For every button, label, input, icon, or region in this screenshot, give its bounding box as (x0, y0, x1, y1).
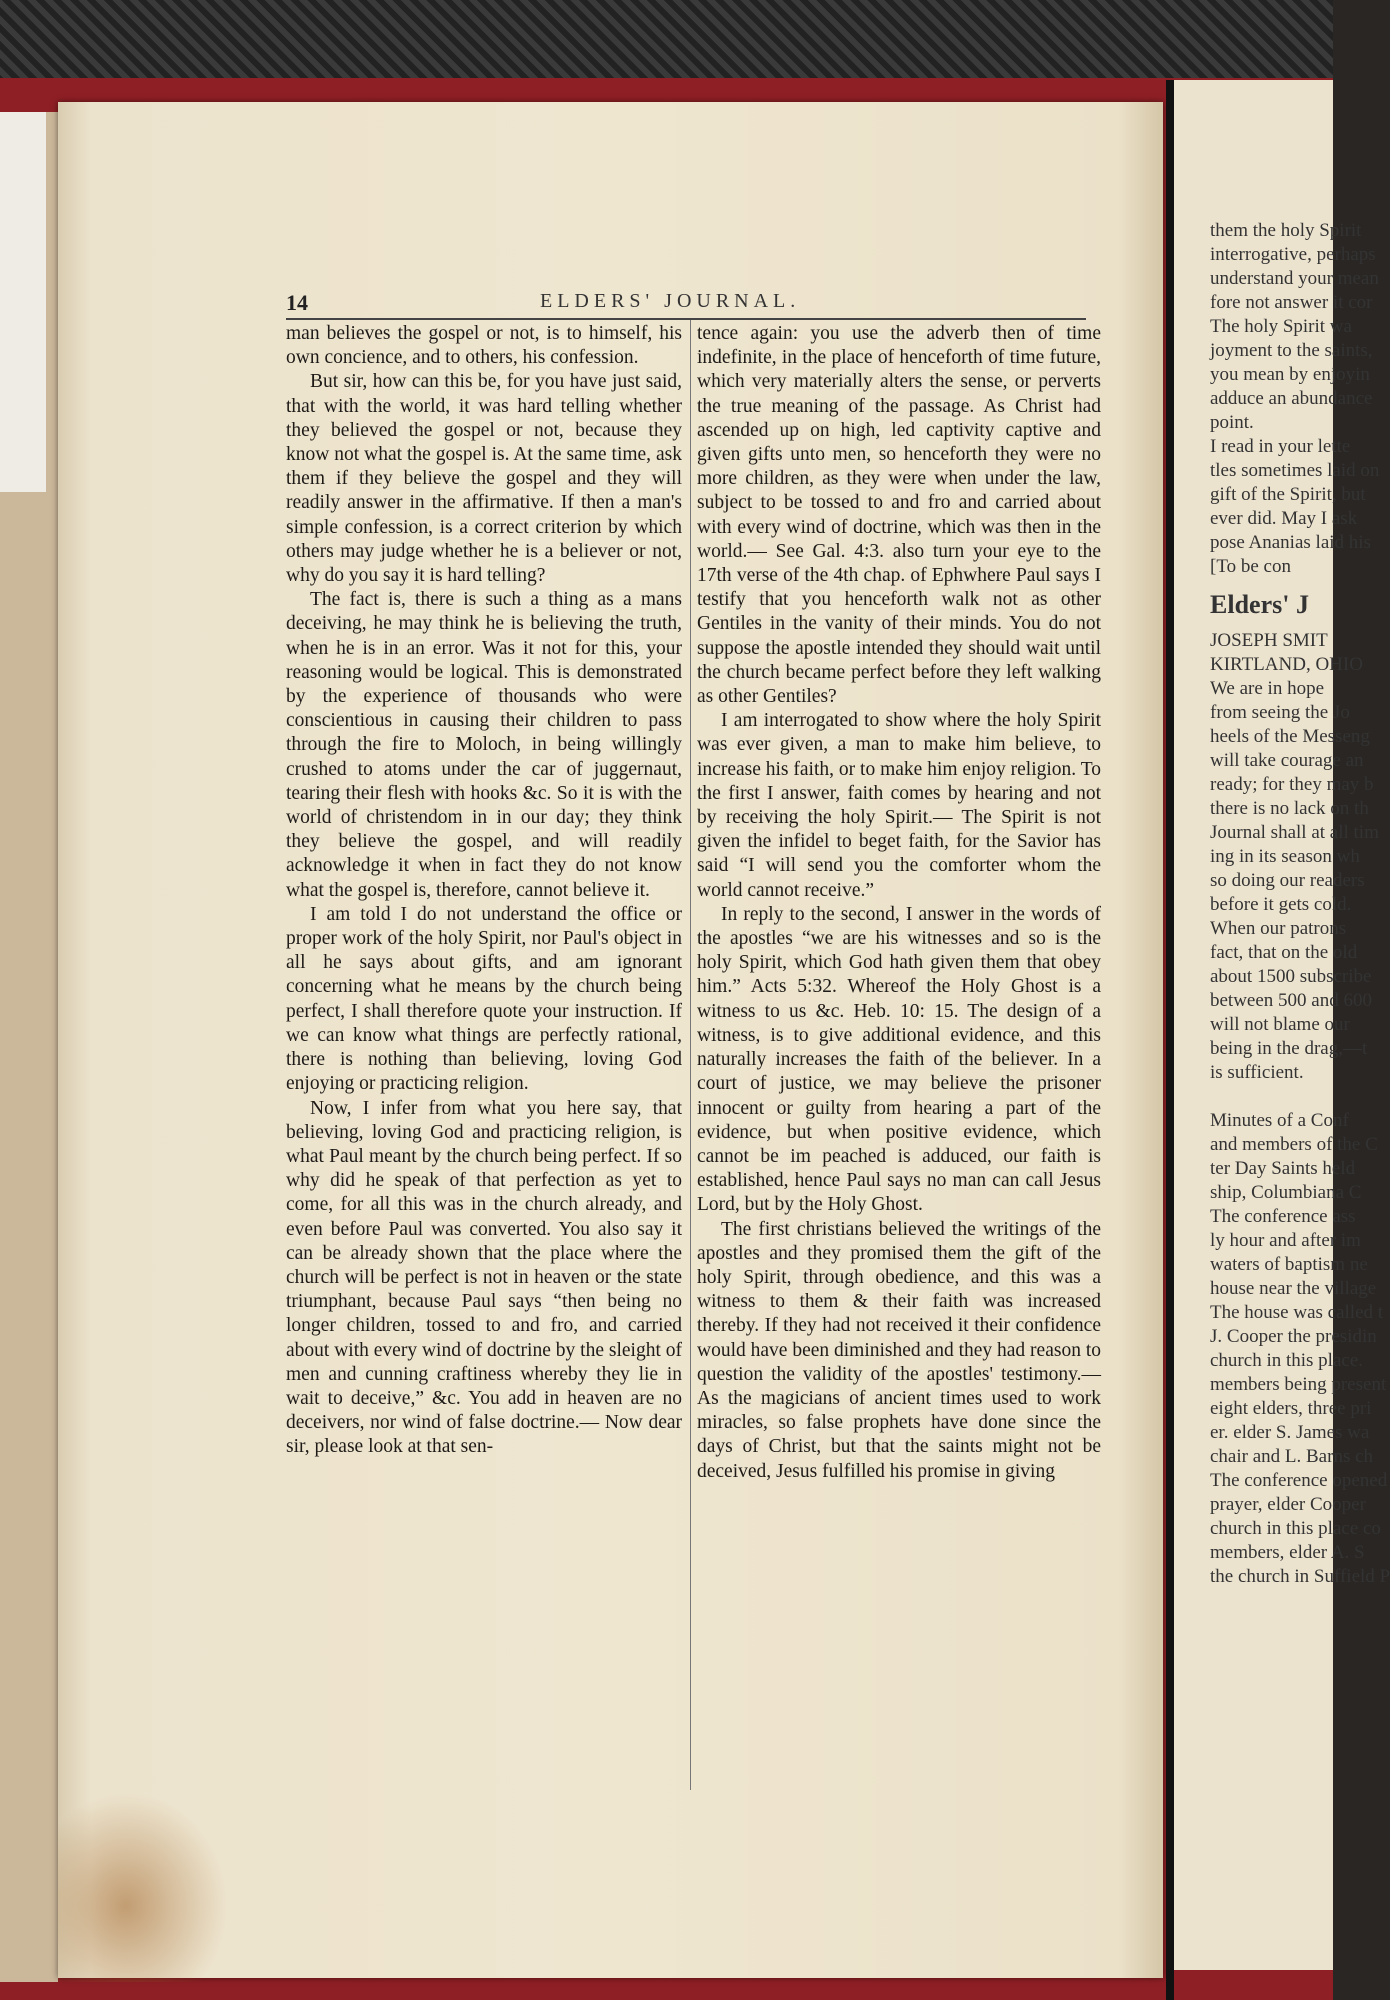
paragraph: I am told I do not understand the office or proper work of the holy Spirit, nor Paul's object in all he says about gifts, and am ignorant concerning what he means by the church being perfect, I shall therefore quote your instruction. If we can know what things are perfectly rational, there is nothing than believing, loving God enjoying or practicing religion. (286, 903, 682, 1095)
facing-page-line: pose Ananias laid his (1210, 532, 1371, 553)
facing-page-line: will not blame our (1210, 1014, 1350, 1035)
facing-page-line: joyment to the saints, (1210, 340, 1373, 361)
facing-page-line: We are in hope (1210, 678, 1324, 699)
facing-page-line: about 1500 subscribe (1210, 966, 1372, 987)
facing-page-line: prayer, elder Cooper (1210, 1494, 1366, 1515)
facing-page-line: interrogative, perhaps (1210, 244, 1376, 265)
facing-page-line: heels of the Messeng (1210, 726, 1370, 747)
left-column (286, 322, 682, 1460)
facing-page-line: church in this place. (1210, 1350, 1364, 1371)
facing-page-line: J. Cooper the presidin (1210, 1326, 1377, 1347)
facing-page-line: them the holy Spirit (1210, 220, 1362, 241)
running-header: ELDERS' JOURNAL. (540, 290, 801, 312)
facing-page-line: house near the village (1210, 1278, 1377, 1299)
header-rule (286, 318, 1086, 320)
facing-page-line: from seeing the Jo (1210, 702, 1350, 723)
facing-page-line: is sufficient. (1210, 1062, 1304, 1083)
facing-page-line: [To be con (1210, 556, 1291, 577)
facing-page-line: gift of the Spirit, but (1210, 484, 1366, 505)
facing-page-line: ship, Columbiana C (1210, 1182, 1362, 1203)
paragraph: Now, I infer from what you here say, that believing, loving God and practicing religion, is what Paul meant by the church being perfect. If so why did he speak of that perfection as yet to come, for all this was in the church already, and even before Paul was converted. You also say it can be already shown that the place where the church will be perfect is not in heaven or the state triumphant, because Paul says “then being no longer children, tossed to and fro, and carried about with every wind of doctrine by the sleight of men and cunning craftiness whereby they lie in wait to deceive,” &c. You add in heaven are no deceivers, nor wind of false doctrine.— Now dear sir, please look at that sen- (286, 1097, 682, 1458)
facing-page-line: The holy Spirit wa (1210, 316, 1352, 337)
facing-page-line: fact, that on the old (1210, 942, 1358, 963)
facing-page-line: members being present (1210, 1374, 1387, 1395)
paragraph: The fact is, there is such a thing as a mans deceiving, he may think he is believing the truth, when he is in an error. Was it not for this, your reasoning would be logical. This is demonstrated by the experience of thousands who were conscientious in causing their children to pass through the fire to Moloch, in being willingly crushed to atoms under the car of juggernaut, tearing their flesh with hooks &c. So it is with the world of christendom in in our day; they think they believe the gospel, and will readily acknowledge it when in fact they do not know what the gospel is, therefore, cannot believe it. (286, 589, 682, 901)
facing-page-line: Journal shall at all tim (1210, 822, 1379, 843)
facing-page-line: ly hour and after im (1210, 1230, 1361, 1251)
facing-page-line: ter Day Saints held (1210, 1158, 1356, 1179)
facing-page-line: you mean by enjoyin (1210, 364, 1370, 385)
facing-page-line: will take courage an (1210, 750, 1364, 771)
facing-page-line: adduce an abundance (1210, 388, 1373, 409)
facing-page-line: so doing our readers (1210, 870, 1365, 891)
paragraph: In reply to the second, I answer in the words of the apostles “we are his witnesses and so is the holy Spirit, which God hath given them that obey him.” Acts 5:32. Whereof the Holy Ghost is a witness to us &c. Heb. 10: 15. The design of a witness, is to give additional evidence, and this naturally increases the faith of the believer. In a court of justice, we may believe the prisoner innocent or guilty from hearing a part of the evidence, but when positive evidence, which cannot be im peached is adduced, our faith is established, hence Paul says no man can call Jesus Lord, but by the Holy Ghost. (697, 903, 1101, 1216)
facing-page-line: before it gets cold. (1210, 894, 1352, 915)
facing-page-line: being in the drag,—t (1210, 1038, 1368, 1059)
facing-page-line: ever did. May I ask (1210, 508, 1358, 529)
paragraph: I am interrogated to show where the holy Spirit was ever given, a man to make him believe, to increase his faith, or to make him enjoy religion. To the first I answer, faith comes by hearing and not by receiving the holy Spirit.— The Spirit is not given the infidel to beget faith, for the Savior has said “I will send you the comforter whom the world cannot receive.” (697, 710, 1101, 901)
facing-page-line: The house was called t (1210, 1302, 1384, 1323)
paragraph: The first christians believed the writings of the apostles and they promised them the gift of the holy Spirit, through obedience, and this was a witness to them & their faith was increased thereby. If they had not received it their confidence would have been diminished and they had reason to question the validity of the apostles' testimony.— As the magicians of ancient times used to work miracles, so false prophets have done since the days of Christ, but that the saints might not be deceived, Jesus fulfilled his promise in giving (697, 1218, 1101, 1482)
facing-page-line: point. (1210, 412, 1254, 433)
facing-page-line: JOSEPH SMIT (1210, 630, 1328, 651)
facing-page-line: The conference opened (1210, 1470, 1388, 1491)
facing-page-line: church in this place co (1210, 1518, 1381, 1539)
facing-page-line: Minutes of a Conf (1210, 1110, 1349, 1131)
facing-page-line: waters of baptism ne (1210, 1254, 1368, 1275)
paragraph: But sir, how can this be, for you have just said, that with the world, it was hard telling whether they believed the gospel or not, because they know not what the gospel is. At the same time, ask them if they believe the gospel and they will readily answer in the affirmative. If then a man's simple confession, is a correct criterion by which others may judge whether he is a believer or not, why do you say it is hard telling? (286, 371, 682, 587)
facing-page-line: between 500 and 600 (1210, 990, 1372, 1011)
right-column (697, 322, 1101, 1484)
facing-page-line: ready; for they may b (1210, 774, 1374, 795)
facing-page-line: tles sometimes laid on (1210, 460, 1380, 481)
facing-page-line: understand your mean (1210, 268, 1379, 289)
facing-page-line: The conference ass (1210, 1206, 1356, 1227)
facing-page-line: er. elder S. James wa (1210, 1422, 1370, 1443)
facing-page-line: fore not answer it cor (1210, 292, 1373, 313)
facing-page-line: When our patrons (1210, 918, 1347, 939)
water-stain (58, 1792, 228, 1982)
column-divider (690, 320, 691, 1790)
page-number: 14 (286, 290, 308, 315)
facing-page-line: I read in your lette (1210, 436, 1351, 457)
facing-page-line: members, elder A. S (1210, 1542, 1365, 1563)
facing-page-line: Elders' J (1210, 590, 1309, 619)
paragraph: man believes the gospel or not, is to himself, his own concience, and to others, his confession. (286, 323, 682, 369)
facing-page-line: ing in its season wh (1210, 846, 1360, 867)
facing-page-line: and members of the C (1210, 1134, 1378, 1155)
facing-page-line: KIRTLAND, OHIO (1210, 654, 1363, 675)
facing-page-line: eight elders, three pri (1210, 1398, 1372, 1419)
facing-page-line: the church in Suffield P (1210, 1566, 1390, 1587)
book-gutter (1166, 80, 1174, 2000)
facing-page-line: chair and L. Barns ch (1210, 1446, 1374, 1467)
facing-page-line: there is no lack on th (1210, 798, 1369, 819)
previous-page-fragment (0, 112, 46, 492)
facing-page-fragment (1174, 80, 1390, 1970)
paragraph: tence again: you use the adverb then of time indefinite, in the place of henceforth of time future, which very materially alters the sense, or perverts the true meaning of the passage. As Christ had ascended up on high, led captivity captive and given gifts unto men, so henceforth they were no more children, as they were when under the law, subject to be tossed to and fro and carried about with every wind of doctrine, which was then in the world.— See Gal. 4:3. also turn your eye to the 17th verse of the 4th chap. of Ephwhere Paul says I testify that you henceforth walk not as other Gentiles in the vanity of their minds. You do not suppose the apostle intended they should wait until the church became perfect before they left walking as other Gentiles? (697, 323, 1101, 708)
